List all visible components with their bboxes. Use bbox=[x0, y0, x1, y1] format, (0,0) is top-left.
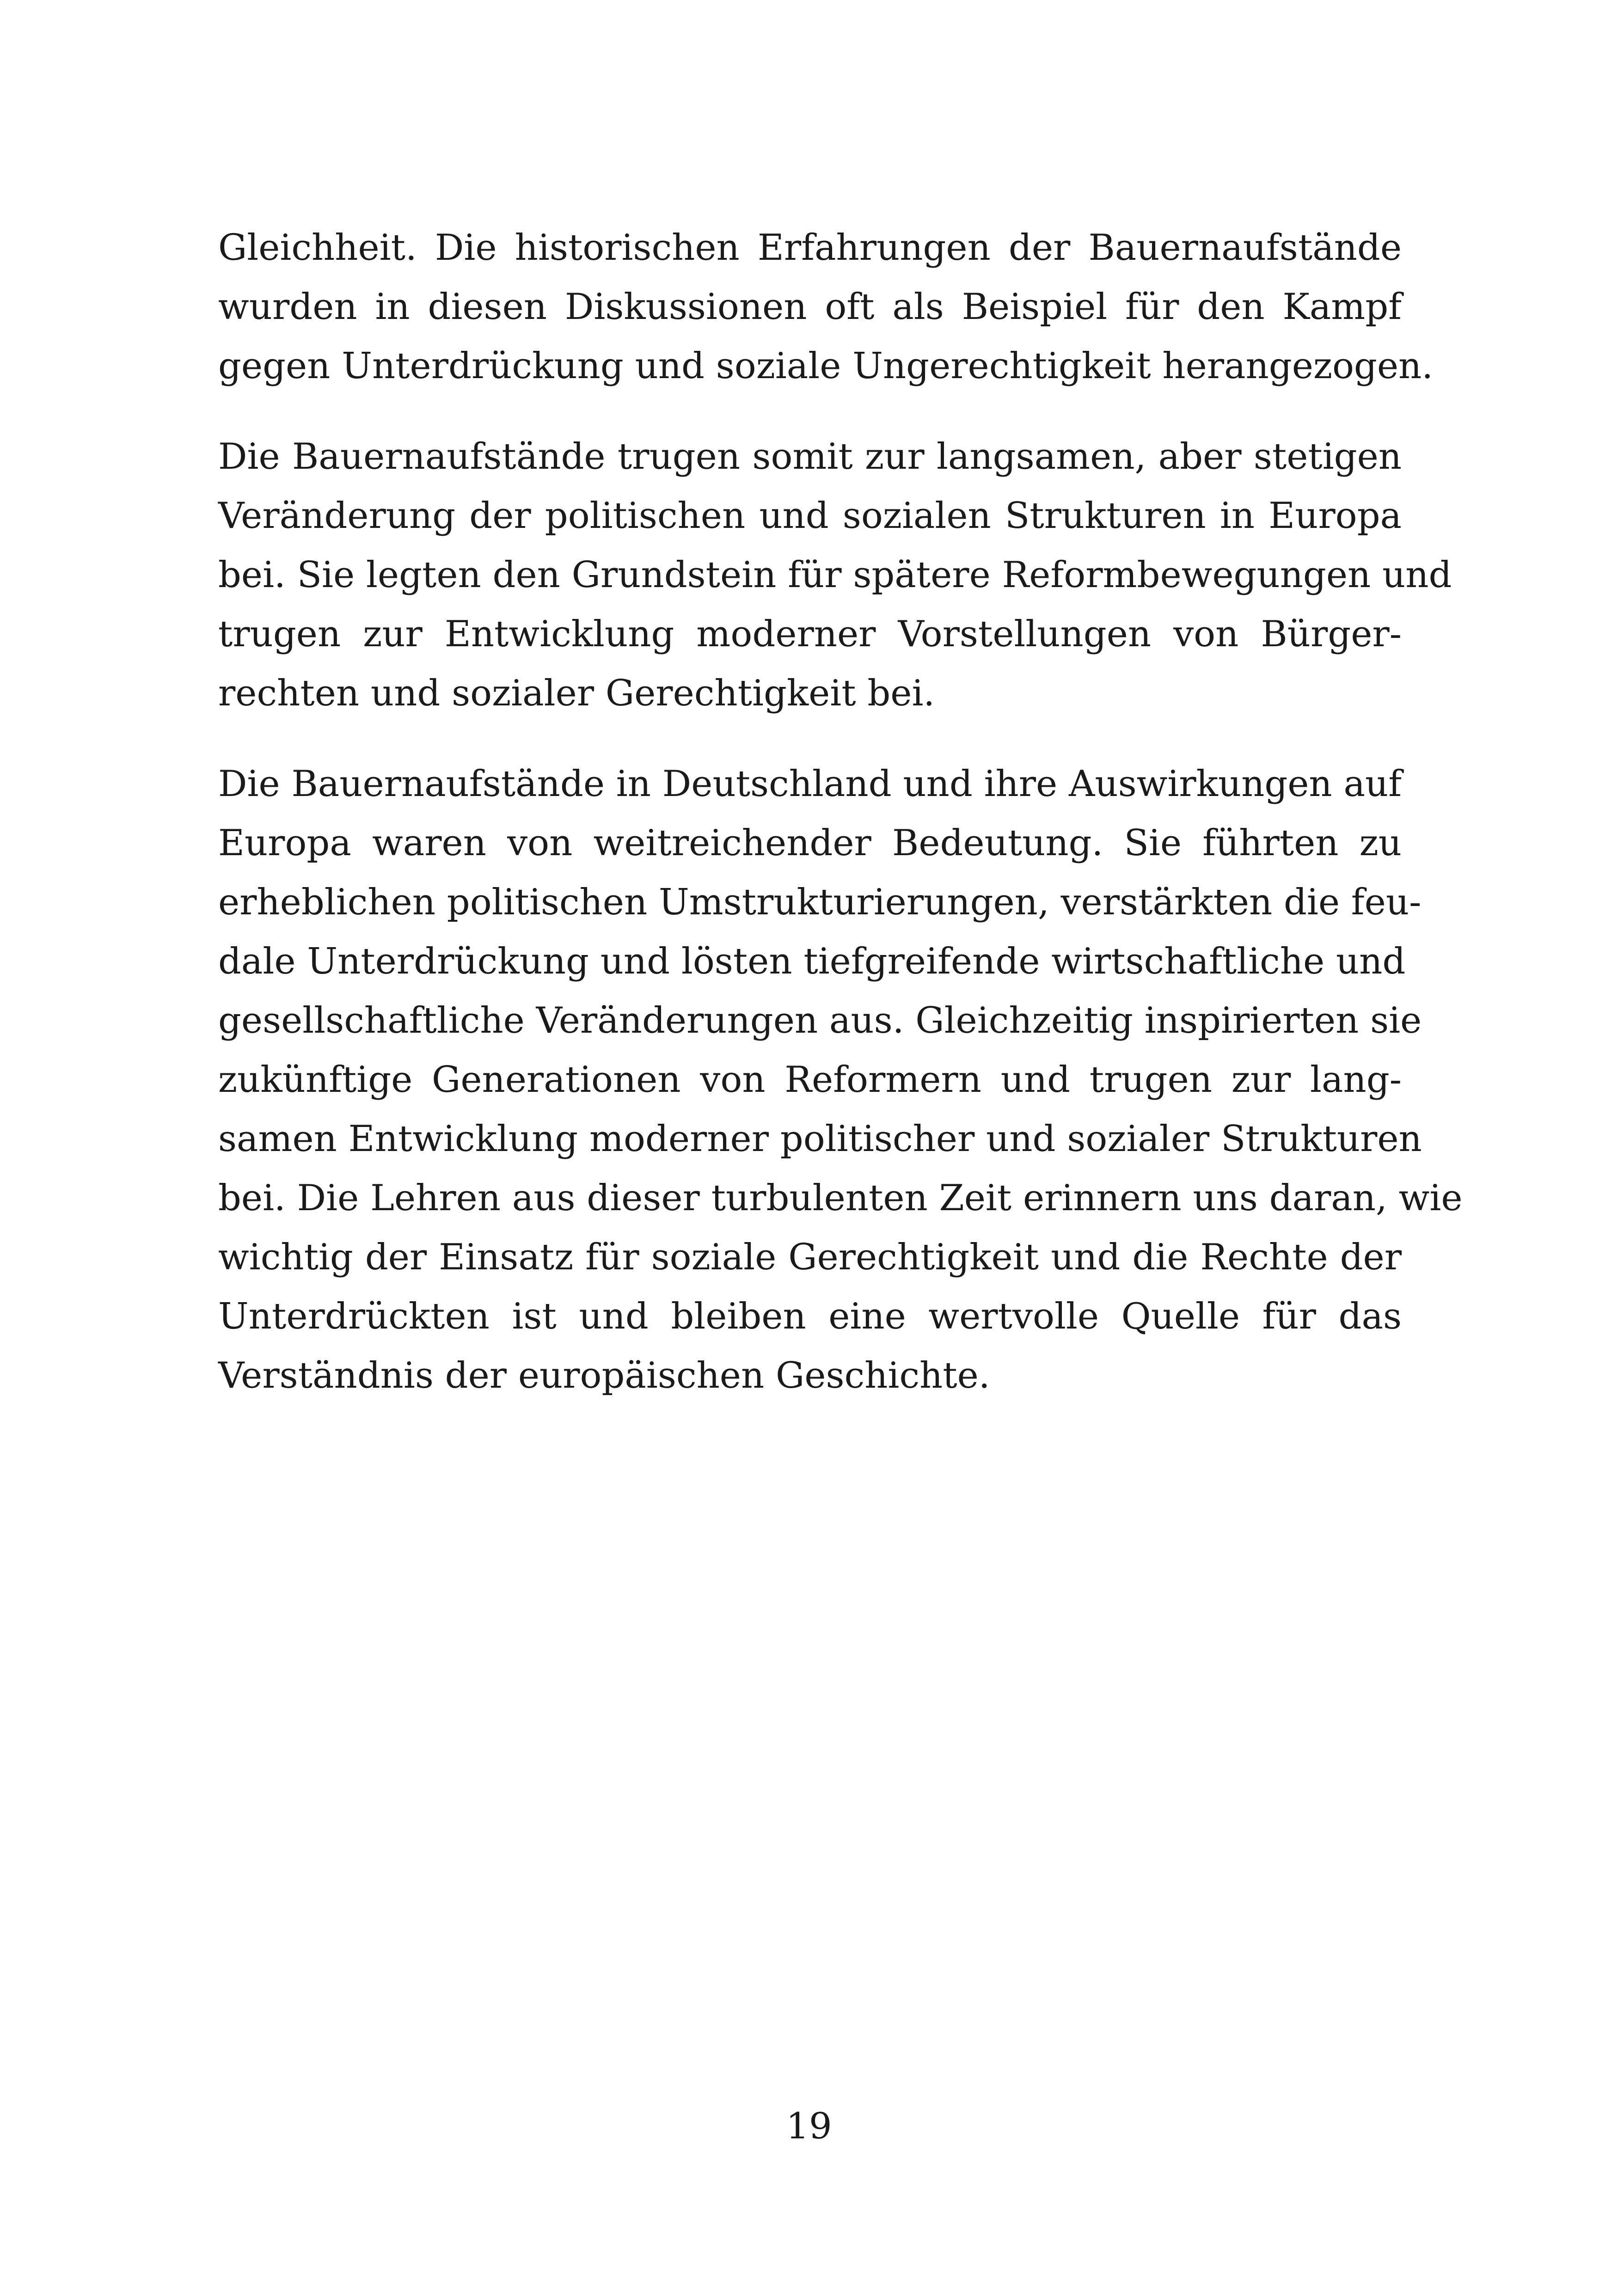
body-text bbox=[218, 218, 1463, 1405]
text-line: Europa waren von weitreichender Bedeutung. Sie führten zu bbox=[218, 822, 1402, 864]
text-line: Die Bauernaufstände trugen somit zur langsamen, aber stetigen bbox=[218, 436, 1402, 478]
paragraph-3 bbox=[218, 754, 1463, 1405]
text-line: Unterdrückten ist und bleiben eine wertvolle Quelle für das bbox=[218, 1296, 1402, 1337]
text-line: Gleichheit. Die historischen Erfahrungen der Bauernaufstände bbox=[218, 227, 1402, 269]
paragraph-1 bbox=[218, 218, 1434, 396]
text-line: gegen Unterdrückung und soziale Ungerechtigkeit herangezogen. bbox=[218, 345, 1434, 387]
text-line: dale Unterdrückung und lösten tiefgreifende wirtschaftliche und bbox=[218, 941, 1406, 982]
text-line: zukünftige Generationen von Reformern und trugen zur lang- bbox=[218, 1059, 1402, 1101]
text-line: samen Entwicklung moderner politischer und sozialer Strukturen bbox=[218, 1118, 1422, 1160]
text-line: bei. Die Lehren aus dieser turbulenten Zeit erinnern uns daran, wie bbox=[218, 1177, 1463, 1219]
text-line: wurden in diesen Diskussionen oft als Beispiel für den Kampf bbox=[218, 286, 1402, 328]
paragraph-2 bbox=[218, 427, 1452, 723]
text-line: erheblichen politischen Umstrukturierungen, verstärkten die feu- bbox=[218, 882, 1422, 923]
text-line: trugen zur Entwicklung moderner Vorstellungen von Bürger- bbox=[218, 613, 1402, 655]
text-line: bei. Sie legten den Grundstein für spätere Reformbewegungen und bbox=[218, 554, 1452, 596]
text-line: Veränderung der politischen und sozialen Strukturen in Europa bbox=[218, 495, 1402, 537]
page-number: 19 bbox=[786, 2106, 832, 2147]
text-line: Verständnis der europäischen Geschichte. bbox=[218, 1355, 990, 1396]
text-line: gesellschaftliche Veränderungen aus. Gleichzeitig inspirierten sie bbox=[218, 1000, 1422, 1041]
text-line: rechten und sozialer Gerechtigkeit bei. bbox=[218, 673, 935, 714]
text-line: wichtig der Einsatz für soziale Gerechtigkeit und die Rechte der bbox=[218, 1237, 1402, 1278]
text-line: Die Bauernaufstände in Deutschland und ihre Auswirkungen auf bbox=[218, 763, 1402, 805]
